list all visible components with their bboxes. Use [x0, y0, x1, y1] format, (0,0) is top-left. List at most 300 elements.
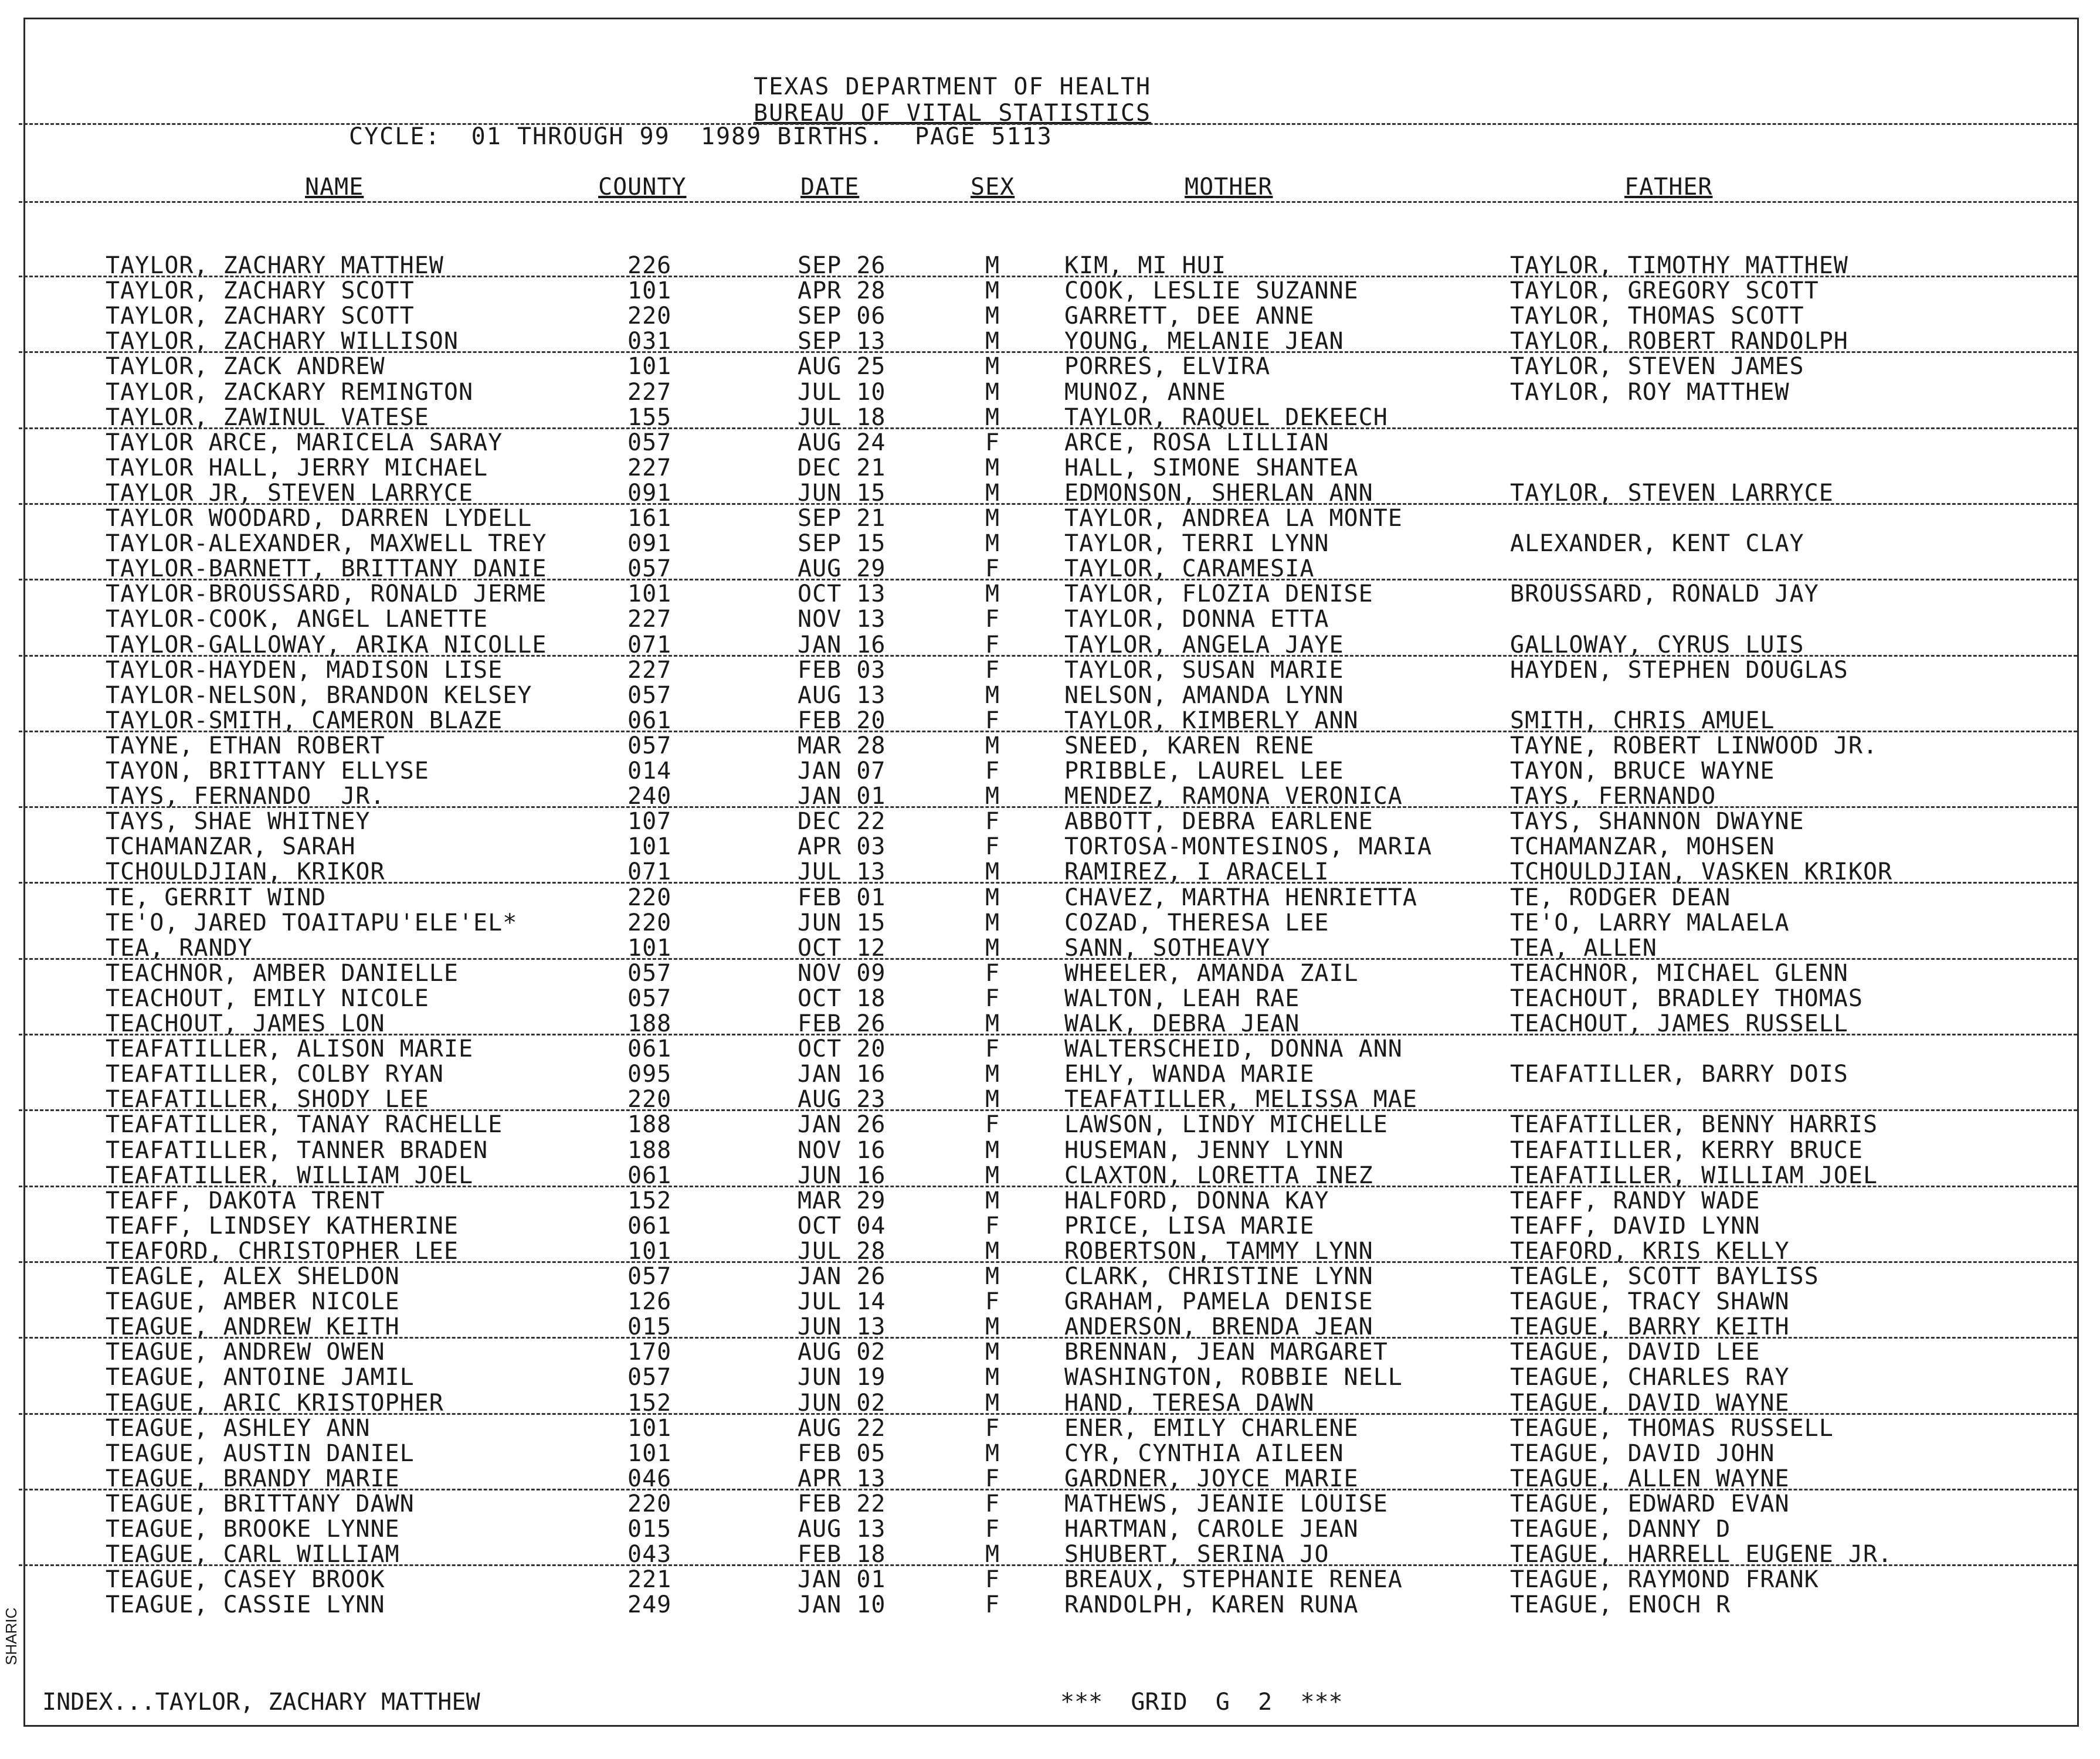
- record-sex: M: [985, 732, 1000, 759]
- table-row: [0, 454, 2100, 480]
- record-sex: M: [985, 277, 1000, 305]
- record-date: SEP 15: [798, 530, 886, 558]
- table-row: [0, 1111, 2100, 1139]
- record-name: TEAGUE, CASEY BROOK: [106, 1566, 385, 1594]
- record-sex: F: [985, 1591, 1000, 1619]
- record-sex: M: [985, 1339, 1000, 1366]
- record-name: TAYLOR-GALLOWAY, ARIKA NICOLLE: [106, 631, 547, 658]
- record-name: TEAFATILLER, TANAY RACHELLE: [106, 1111, 503, 1139]
- record-sex: M: [985, 454, 1000, 481]
- table-row: [0, 1035, 2100, 1061]
- record-father: TAYLOR, THOMAS SCOTT: [1510, 303, 1804, 330]
- record-sex: M: [985, 1313, 1000, 1341]
- record-father: TEAGUE, BARRY KEITH: [1510, 1313, 1790, 1341]
- record-sex: M: [985, 505, 1000, 532]
- record-father: TAYLOR, STEVEN LARRYCE: [1510, 479, 1834, 507]
- record-mother: WHEELER, AMANDA ZAIL: [1064, 959, 1359, 987]
- record-date: NOV 09: [798, 959, 886, 987]
- record-name: TEACHOUT, JAMES LON: [106, 1010, 385, 1037]
- record-mother: WALTON, LEAH RAE: [1064, 984, 1300, 1012]
- record-father: TAYLOR, STEVEN JAMES: [1510, 353, 1804, 381]
- record-mother: ANDERSON, BRENDA JEAN: [1064, 1313, 1373, 1341]
- record-mother: SNEED, KAREN RENE: [1064, 732, 1315, 759]
- record-name: TAYLOR-COOK, ANGEL LANETTE: [106, 606, 488, 633]
- record-mother: YOUNG, MELANIE JEAN: [1064, 328, 1344, 355]
- record-sex: F: [985, 1414, 1000, 1442]
- table-row: [0, 1465, 2100, 1490]
- record-date: JAN 01: [798, 1566, 886, 1594]
- record-sex: F: [985, 429, 1000, 456]
- record-father: TEAFATILLER, WILLIAM JOEL: [1510, 1162, 1878, 1189]
- record-sex: F: [985, 984, 1000, 1012]
- record-sex: F: [985, 631, 1000, 658]
- record-sex: F: [985, 1566, 1000, 1594]
- record-county: 188: [627, 1136, 672, 1164]
- table-row: [0, 1415, 2100, 1440]
- record-county: 101: [627, 934, 672, 962]
- record-date: JUL 13: [798, 858, 886, 886]
- table-row: [0, 606, 2100, 631]
- record-mother: TAYLOR, ANGELA JAYE: [1064, 631, 1344, 658]
- record-date: FEB 05: [798, 1439, 886, 1467]
- record-date: JUL 18: [798, 403, 886, 431]
- record-date: OCT 13: [798, 580, 886, 608]
- record-father: TEAFORD, KRIS KELLY: [1510, 1237, 1790, 1265]
- record-sex: M: [985, 252, 1000, 279]
- record-father: TEAGUE, DAVID JOHN: [1510, 1439, 1775, 1467]
- record-date: APR 13: [798, 1465, 886, 1492]
- record-date: AUG 02: [798, 1339, 886, 1366]
- record-mother: BRENNAN, JEAN MARGARET: [1064, 1339, 1388, 1366]
- table-row: [0, 404, 2100, 429]
- record-date: AUG 23: [798, 1086, 886, 1113]
- record-mother: GARRETT, DEE ANNE: [1064, 303, 1315, 330]
- record-county: 188: [627, 1111, 672, 1139]
- record-sex: M: [985, 681, 1000, 709]
- record-father: TAYLOR, ROBERT RANDOLPH: [1510, 328, 1848, 355]
- record-father: TCHOULDJIAN, VASKEN KRIKOR: [1510, 858, 1893, 886]
- record-date: OCT 04: [798, 1212, 886, 1240]
- record-county: 227: [627, 454, 672, 481]
- record-date: JUL 28: [798, 1237, 886, 1265]
- record-name: TEAFATILLER, SHODY LEE: [106, 1086, 429, 1113]
- record-name: TEAGUE, CASSIE LYNN: [106, 1591, 385, 1619]
- record-mother: WALK, DEBRA JEAN: [1064, 1010, 1300, 1037]
- record-county: 227: [627, 656, 672, 684]
- record-county: 152: [627, 1389, 672, 1417]
- record-father: TEAGUE, ALLEN WAYNE: [1510, 1465, 1790, 1492]
- record-date: AUG 25: [798, 353, 886, 381]
- record-name: TAYON, BRITTANY ELLYSE: [106, 758, 429, 785]
- record-county: 249: [627, 1591, 672, 1619]
- record-name: TAYLOR-BARNETT, BRITTANY DANIE: [106, 555, 547, 583]
- record-father: TEAFF, RANDY WADE: [1510, 1187, 1760, 1214]
- record-mother: EDMONSON, SHERLAN ANN: [1064, 479, 1373, 507]
- record-father: TEACHNOR, MICHAEL GLENN: [1510, 959, 1848, 987]
- record-date: JAN 16: [798, 1061, 886, 1088]
- record-county: 015: [627, 1313, 672, 1341]
- table-row: [0, 758, 2100, 783]
- record-sex: F: [985, 808, 1000, 836]
- record-name: TEACHOUT, EMILY NICOLE: [106, 984, 429, 1012]
- record-mother: HALL, SIMONE SHANTEA: [1064, 454, 1359, 481]
- record-date: FEB 20: [798, 707, 886, 734]
- record-date: NOV 13: [798, 606, 886, 633]
- record-date: FEB 03: [798, 656, 886, 684]
- table-row: [0, 1364, 2100, 1389]
- record-name: TEA, RANDY: [106, 934, 253, 962]
- record-sex: M: [985, 783, 1000, 810]
- record-sex: F: [985, 758, 1000, 785]
- record-mother: CYR, CYNTHIA AILEEN: [1064, 1439, 1344, 1467]
- table-row: [0, 555, 2100, 583]
- record-mother: CLARK, CHRISTINE LYNN: [1064, 1263, 1373, 1290]
- table-row: [0, 732, 2100, 758]
- record-mother: SHUBERT, SERINA JO: [1064, 1541, 1329, 1568]
- record-name: TAYS, FERNANDO JR.: [106, 783, 385, 810]
- record-father: TEAGUE, DANNY D: [1510, 1516, 1731, 1543]
- table-row: [0, 429, 2100, 454]
- record-county: 152: [627, 1187, 672, 1214]
- record-sex: M: [985, 1136, 1000, 1164]
- record-sex: F: [985, 1465, 1000, 1492]
- record-name: TEAFATILLER, TANNER BRADEN: [106, 1136, 488, 1164]
- table-row: [0, 783, 2100, 808]
- record-father: TAYS, SHANNON DWAYNE: [1510, 808, 1804, 836]
- record-county: 061: [627, 1162, 672, 1189]
- record-county: 015: [627, 1516, 672, 1543]
- record-name: TEAGUE, ANDREW KEITH: [106, 1313, 400, 1341]
- record-date: JUN 19: [798, 1364, 886, 1391]
- record-county: 057: [627, 681, 672, 709]
- column-header-divider: [19, 201, 2077, 203]
- record-sex: F: [985, 656, 1000, 684]
- side-label: SHARIC: [2, 1607, 20, 1665]
- record-date: JUN 15: [798, 909, 886, 936]
- table-row: [0, 1313, 2100, 1339]
- record-county: 091: [627, 479, 672, 507]
- table-row: [0, 1213, 2100, 1238]
- record-mother: MUNOZ, ANNE: [1064, 378, 1226, 406]
- record-date: JAN 26: [798, 1111, 886, 1139]
- record-sex: M: [985, 1010, 1000, 1037]
- record-name: TEAGUE, ARIC KRISTOPHER: [106, 1389, 444, 1417]
- record-mother: HALFORD, DONNA KAY: [1064, 1187, 1329, 1214]
- record-name: TEAGLE, ALEX SHELDON: [106, 1263, 400, 1290]
- record-sex: M: [985, 1086, 1000, 1113]
- record-father: TEAFATILLER, KERRY BRUCE: [1510, 1136, 1863, 1164]
- record-date: SEP 26: [798, 252, 886, 279]
- record-name: TAYLOR-ALEXANDER, MAXWELL TREY: [106, 530, 547, 558]
- record-sex: M: [985, 303, 1000, 330]
- index-footer: INDEX...TAYLOR, ZACHARY MATTHEW: [42, 1689, 480, 1716]
- record-father: TEAFF, DAVID LYNN: [1510, 1212, 1760, 1240]
- record-name: TEAGUE, BRANDY MARIE: [106, 1465, 400, 1492]
- record-father: TE'O, LARRY MALAELA: [1510, 909, 1790, 936]
- record-mother: HARTMAN, CAROLE JEAN: [1064, 1516, 1359, 1543]
- record-father: SMITH, CHRIS AMUEL: [1510, 707, 1775, 734]
- record-mother: TAYLOR, SUSAN MARIE: [1064, 656, 1344, 684]
- record-mother: WASHINGTON, ROBBIE NELL: [1064, 1364, 1403, 1391]
- record-name: TE, GERRIT WIND: [106, 884, 327, 911]
- record-mother: BREAUX, STEPHANIE RENEA: [1064, 1566, 1403, 1594]
- record-sex: M: [985, 1237, 1000, 1265]
- record-county: 095: [627, 1061, 672, 1088]
- record-sex: M: [985, 378, 1000, 406]
- record-mother: TEAFATILLER, MELISSA MAE: [1064, 1086, 1417, 1113]
- record-date: JAN 07: [798, 758, 886, 785]
- record-date: OCT 12: [798, 934, 886, 962]
- bureau-title: BUREAU OF VITAL STATISTICS: [754, 100, 1152, 127]
- record-mother: KIM, MI HUI: [1064, 252, 1226, 279]
- table-row: [0, 580, 2100, 606]
- record-name: TEAFATILLER, WILLIAM JOEL: [106, 1162, 474, 1189]
- record-name: TEAGUE, ASHLEY ANN: [106, 1414, 371, 1442]
- record-name: TAYS, SHAE WHITNEY: [106, 808, 371, 836]
- table-row: [0, 884, 2100, 909]
- record-date: DEC 21: [798, 454, 886, 481]
- record-sex: M: [985, 580, 1000, 608]
- record-county: 161: [627, 505, 672, 532]
- column-header-date: DATE: [800, 174, 860, 201]
- record-name: TAYLOR, ZAWINUL VATESE: [106, 403, 429, 431]
- record-mother: CHAVEZ, MARTHA HENRIETTA: [1064, 884, 1417, 911]
- record-county: 155: [627, 403, 672, 431]
- record-sex: M: [985, 530, 1000, 558]
- record-mother: PRICE, LISA MARIE: [1064, 1212, 1315, 1240]
- record-father: TEAGUE, THOMAS RUSSELL: [1510, 1414, 1834, 1442]
- record-date: JUN 13: [798, 1313, 886, 1341]
- record-name: TEAFF, DAKOTA TRENT: [106, 1187, 385, 1214]
- record-county: 188: [627, 1010, 672, 1037]
- record-mother: HUSEMAN, JENNY LYNN: [1064, 1136, 1344, 1164]
- record-county: 031: [627, 328, 672, 355]
- record-county: 091: [627, 530, 672, 558]
- record-date: JUN 15: [798, 479, 886, 507]
- table-row: [0, 1390, 2100, 1415]
- record-mother: HAND, TERESA DAWN: [1064, 1389, 1315, 1417]
- record-father: HAYDEN, STEPHEN DOUGLAS: [1510, 656, 1848, 684]
- table-row: [0, 1591, 2100, 1617]
- record-name: TE'O, JARED TOAITAPU'ELE'EL*: [106, 909, 518, 936]
- record-date: JAN 26: [798, 1263, 886, 1290]
- record-sex: M: [985, 328, 1000, 355]
- record-date: AUG 13: [798, 1516, 886, 1543]
- column-header-county: COUNTY: [598, 174, 687, 201]
- table-row: [0, 1541, 2100, 1566]
- record-date: NOV 16: [798, 1136, 886, 1164]
- record-name: TEAFATILLER, ALISON MARIE: [106, 1035, 474, 1063]
- record-mother: RAMIREZ, I ARACELI: [1064, 858, 1329, 886]
- record-mother: COOK, LESLIE SUZANNE: [1064, 277, 1359, 305]
- record-sex: F: [985, 1111, 1000, 1139]
- record-sex: M: [985, 858, 1000, 886]
- record-county: 101: [627, 277, 672, 305]
- record-date: SEP 13: [798, 328, 886, 355]
- record-date: AUG 29: [798, 555, 886, 583]
- record-sex: M: [985, 1061, 1000, 1088]
- record-name: TAYLOR-HAYDEN, MADISON LISE: [106, 656, 503, 684]
- record-date: FEB 18: [798, 1541, 886, 1568]
- table-row: [0, 1010, 2100, 1035]
- record-county: 170: [627, 1339, 672, 1366]
- record-county: 126: [627, 1288, 672, 1316]
- record-mother: TAYLOR, RAQUEL DEKEECH: [1064, 403, 1388, 431]
- record-county: 061: [627, 1035, 672, 1063]
- column-header-name: NAME: [305, 174, 364, 201]
- record-name: TAYLOR, ZACHARY MATTHEW: [106, 252, 444, 279]
- record-name: TAYLOR, ZACHARY SCOTT: [106, 277, 415, 305]
- record-father: TAYLOR, TIMOTHY MATTHEW: [1510, 252, 1848, 279]
- record-sex: M: [985, 1389, 1000, 1417]
- record-county: 057: [627, 555, 672, 583]
- record-father: BROUSSARD, RONALD JAY: [1510, 580, 1819, 608]
- record-date: OCT 20: [798, 1035, 886, 1063]
- record-county: 221: [627, 1566, 672, 1594]
- record-county: 057: [627, 1364, 672, 1391]
- record-sex: M: [985, 1439, 1000, 1467]
- table-row: [0, 1440, 2100, 1465]
- record-father: TCHAMANZAR, MOHSEN: [1510, 833, 1775, 861]
- record-name: TAYLOR-NELSON, BRANDON KELSEY: [106, 681, 532, 709]
- record-father: ALEXANDER, KENT CLAY: [1510, 530, 1804, 558]
- record-name: TEACHNOR, AMBER DANIELLE: [106, 959, 459, 987]
- record-father: TEAGUE, TRACY SHAWN: [1510, 1288, 1790, 1316]
- table-row: [0, 1516, 2100, 1541]
- record-father: TAYON, BRUCE WAYNE: [1510, 758, 1775, 785]
- table-row: [0, 808, 2100, 836]
- record-date: APR 03: [798, 833, 886, 861]
- record-father: TAYNE, ROBERT LINWOOD JR.: [1510, 732, 1878, 759]
- record-name: TCHAMANZAR, SARAH: [106, 833, 356, 861]
- table-row: [0, 657, 2100, 682]
- table-row: [0, 985, 2100, 1010]
- cycle-line: CYCLE: 01 THROUGH 99 1989 BIRTHS. PAGE 5113: [349, 123, 1053, 150]
- record-date: JUN 02: [798, 1389, 886, 1417]
- record-county: 220: [627, 1086, 672, 1113]
- record-date: JUL 10: [798, 378, 886, 406]
- table-row: [0, 505, 2100, 530]
- record-name: TAYLOR JR, STEVEN LARRYCE: [106, 479, 474, 507]
- table-row: [0, 353, 2100, 381]
- record-mother: MATHEWS, JEANIE LOUISE: [1064, 1490, 1388, 1517]
- record-mother: WALTERSCHEID, DONNA ANN: [1064, 1035, 1403, 1063]
- record-date: AUG 24: [798, 429, 886, 456]
- record-date: FEB 22: [798, 1490, 886, 1517]
- table-row: [0, 303, 2100, 328]
- table-row: [0, 1238, 2100, 1263]
- table-row: [0, 1263, 2100, 1288]
- record-date: FEB 01: [798, 884, 886, 911]
- record-sex: F: [985, 959, 1000, 987]
- record-father: TEAGUE, DAVID LEE: [1510, 1339, 1760, 1366]
- record-county: 057: [627, 732, 672, 759]
- record-mother: ROBERTSON, TAMMY LYNN: [1064, 1237, 1373, 1265]
- record-father: TEAGLE, SCOTT BAYLISS: [1510, 1263, 1819, 1290]
- record-father: TEAGUE, HARRELL EUGENE JR.: [1510, 1541, 1893, 1568]
- record-date: SEP 06: [798, 303, 886, 330]
- record-county: 014: [627, 758, 672, 785]
- record-date: FEB 26: [798, 1010, 886, 1037]
- record-sex: M: [985, 884, 1000, 911]
- record-father: TAYLOR, GREGORY SCOTT: [1510, 277, 1819, 305]
- record-date: JAN 10: [798, 1591, 886, 1619]
- column-header-father: FATHER: [1624, 174, 1713, 201]
- record-sex: M: [985, 1162, 1000, 1189]
- table-row: [0, 1061, 2100, 1086]
- column-header-mother: MOTHER: [1185, 174, 1273, 201]
- record-county: 226: [627, 252, 672, 279]
- record-name: TEAGUE, ANDREW OWEN: [106, 1339, 385, 1366]
- record-name: TEAGUE, AUSTIN DANIEL: [106, 1439, 415, 1467]
- record-mother: GRAHAM, PAMELA DENISE: [1064, 1288, 1373, 1316]
- table-row: [0, 909, 2100, 935]
- record-county: 101: [627, 1439, 672, 1467]
- record-date: JUL 14: [798, 1288, 886, 1316]
- record-mother: SANN, SOTHEAVY: [1064, 934, 1271, 962]
- record-sex: F: [985, 1288, 1000, 1316]
- record-mother: COZAD, THERESA LEE: [1064, 909, 1329, 936]
- record-county: 107: [627, 808, 672, 836]
- record-sex: F: [985, 1516, 1000, 1543]
- record-sex: M: [985, 353, 1000, 381]
- record-mother: TAYLOR, ANDREA LA MONTE: [1064, 505, 1403, 532]
- record-sex: M: [985, 1541, 1000, 1568]
- record-mother: TAYLOR, FLOZIA DENISE: [1064, 580, 1373, 608]
- record-county: 057: [627, 959, 672, 987]
- table-row: [0, 328, 2100, 353]
- record-mother: TAYLOR, KIMBERLY ANN: [1064, 707, 1359, 734]
- record-mother: TAYLOR, DONNA ETTA: [1064, 606, 1329, 633]
- record-county: 101: [627, 1414, 672, 1442]
- record-county: 220: [627, 884, 672, 911]
- record-father: TAYLOR, ROY MATTHEW: [1510, 378, 1790, 406]
- record-name: TEAFATILLER, COLBY RYAN: [106, 1061, 444, 1088]
- table-row: [0, 480, 2100, 505]
- record-county: 101: [627, 353, 672, 381]
- table-row: [0, 833, 2100, 861]
- record-father: TEAGUE, ENOCH R: [1510, 1591, 1731, 1619]
- record-name: TEAGUE, CARL WILLIAM: [106, 1541, 400, 1568]
- record-sex: F: [985, 555, 1000, 583]
- table-row: [0, 1187, 2100, 1213]
- record-sex: M: [985, 1187, 1000, 1214]
- record-county: 043: [627, 1541, 672, 1568]
- record-name: TAYLOR, ZACHARY SCOTT: [106, 303, 415, 330]
- record-name: TAYLOR-BROUSSARD, RONALD JERME: [106, 580, 547, 608]
- record-mother: LAWSON, LINDY MICHELLE: [1064, 1111, 1388, 1139]
- record-sex: F: [985, 1035, 1000, 1063]
- grid-footer: *** GRID G 2 ***: [1060, 1689, 1343, 1716]
- record-father: TEAGUE, DAVID WAYNE: [1510, 1389, 1790, 1417]
- record-name: TEAGUE, BROOKE LYNNE: [106, 1516, 400, 1543]
- record-name: TAYLOR HALL, JERRY MICHAEL: [106, 454, 488, 481]
- record-county: 101: [627, 1237, 672, 1265]
- table-row: [0, 530, 2100, 558]
- table-row: [0, 631, 2100, 657]
- record-date: OCT 18: [798, 984, 886, 1012]
- record-sex: F: [985, 1212, 1000, 1240]
- record-sex: M: [985, 934, 1000, 962]
- table-row: [0, 858, 2100, 884]
- record-county: 061: [627, 1212, 672, 1240]
- record-county: 046: [627, 1465, 672, 1492]
- record-name: TEAGUE, AMBER NICOLE: [106, 1288, 400, 1316]
- table-row: [0, 1086, 2100, 1111]
- record-name: TAYLOR, ZACK ANDREW: [106, 353, 385, 381]
- table-row: [0, 707, 2100, 732]
- record-father: TEAGUE, CHARLES RAY: [1510, 1364, 1790, 1391]
